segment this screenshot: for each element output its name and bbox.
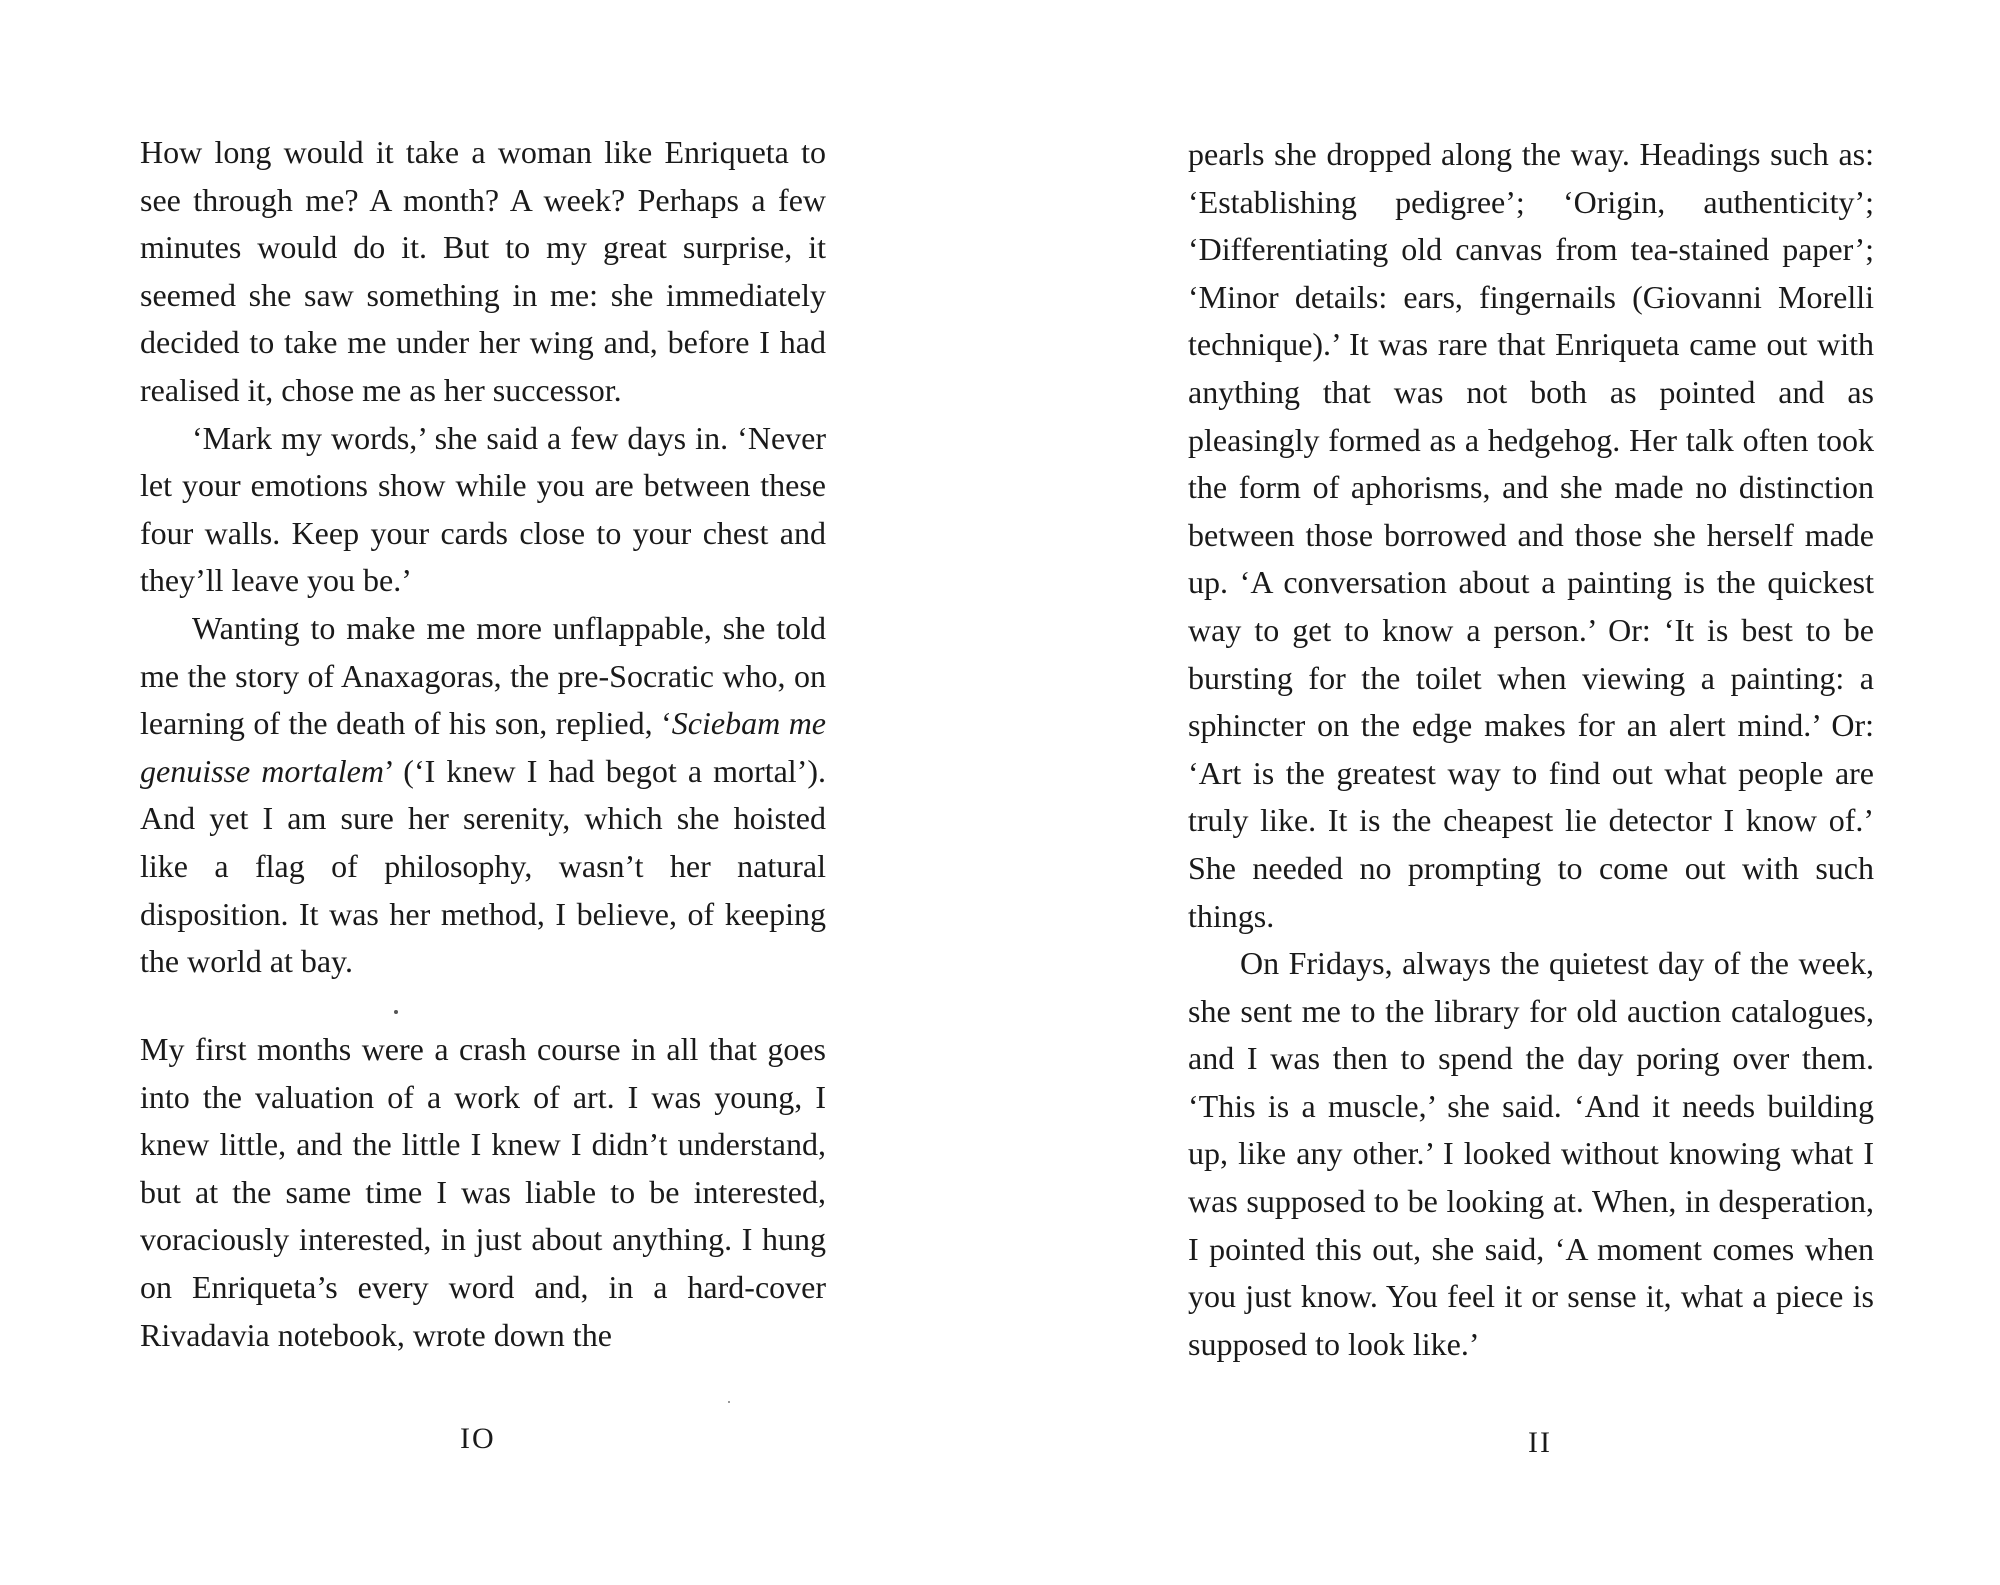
paragraph: My first months were a crash course in all that goes into the valuation of a work of art. I was young, I knew little, and the little I knew I didn’t understand, but at the same time I was liable to be interested, voraciously interested, in just about anything. I hung on Enriqueta’s every word and, in a hard-cover Rivadavia notebook, wrote down the <box>140 1031 826 1353</box>
paragraph-text: ’ (‘I knew I had begot a mortal’). And yet I am sure her serenity, which she hoisted like a flag of philosophy, wasn’t her natural disposition. It was her method, I believe, of keeping the world at bay. <box>140 752 827 980</box>
right-page-text <box>1188 131 1874 1368</box>
paragraph: On Fridays, always the quietest day of the week, she sent me to the library for old auction catalogues, and I was then to spend the day poring over them. ‘This is a muscle,’ she said. ‘And it needs building up, like any other.’ I looked without knowing what I was supposed to be looking at. When, in desperation, I pointed this out, she said, ‘A moment comes when you just know. You feel it or sense it, what a piece is supposed to look like.’ <box>1188 945 1874 1362</box>
latin-quote: Sciebam me genuisse mortalem <box>140 705 827 789</box>
right-page <box>1000 0 2000 1585</box>
paragraph: ‘Mark my words,’ she said a few days in. ‘Never let your emotions show while you are between these four walls. Keep your cards close to your chest and they’ll leave you be.’ <box>140 419 826 599</box>
section-break-dot <box>394 1010 398 1014</box>
paragraph: pearls she dropped along the way. Headings such as: ‘Establishing pedigree’; ‘Origin, authenticity’; ‘Differentiating old canvas from tea-stained paper’; ‘Minor details: ears, fingernails (Giovanni Morelli technique).’ It was rare that Enriqueta came out with anything that was not both as pointed and as pleasingly formed as a hedgehog. Her talk often took the form of aphorisms, and she made no distinction between those borrowed and those she herself made up. ‘A conversation about a painting is the quickest way to get to know a person.’ Or: ‘It is best to be bursting for the toilet when viewing a painting: a sphincter on the edge makes for an alert mind.’ Or: ‘Art is the greatest way to find out what people are truly like. It is the cheapest lie detector I know of.’ She needed no prompting to come out with such things. <box>1188 136 1874 934</box>
paragraph-text: Wanting to make me more unflappable, she told me the story of Anaxagoras, the pre-Socratic who, on learning of the death of his son, replied, ‘ <box>140 609 826 742</box>
page-number: II <box>1528 1426 1552 1459</box>
print-speck <box>728 1401 730 1403</box>
paragraph-with-quote <box>140 605 826 986</box>
left-page-text-lower <box>140 1026 826 1359</box>
left-page-text-upper <box>140 129 826 986</box>
page-number: IO <box>460 1422 496 1455</box>
paragraph: How long would it take a woman like Enriqueta to see through me? A month? A week? Perhaps a few minutes would do it. But to my great surprise, it seemed she saw something in me: she immediately decided to take me under her wing and, before I had realised it, chose me as her successor. <box>140 134 826 408</box>
